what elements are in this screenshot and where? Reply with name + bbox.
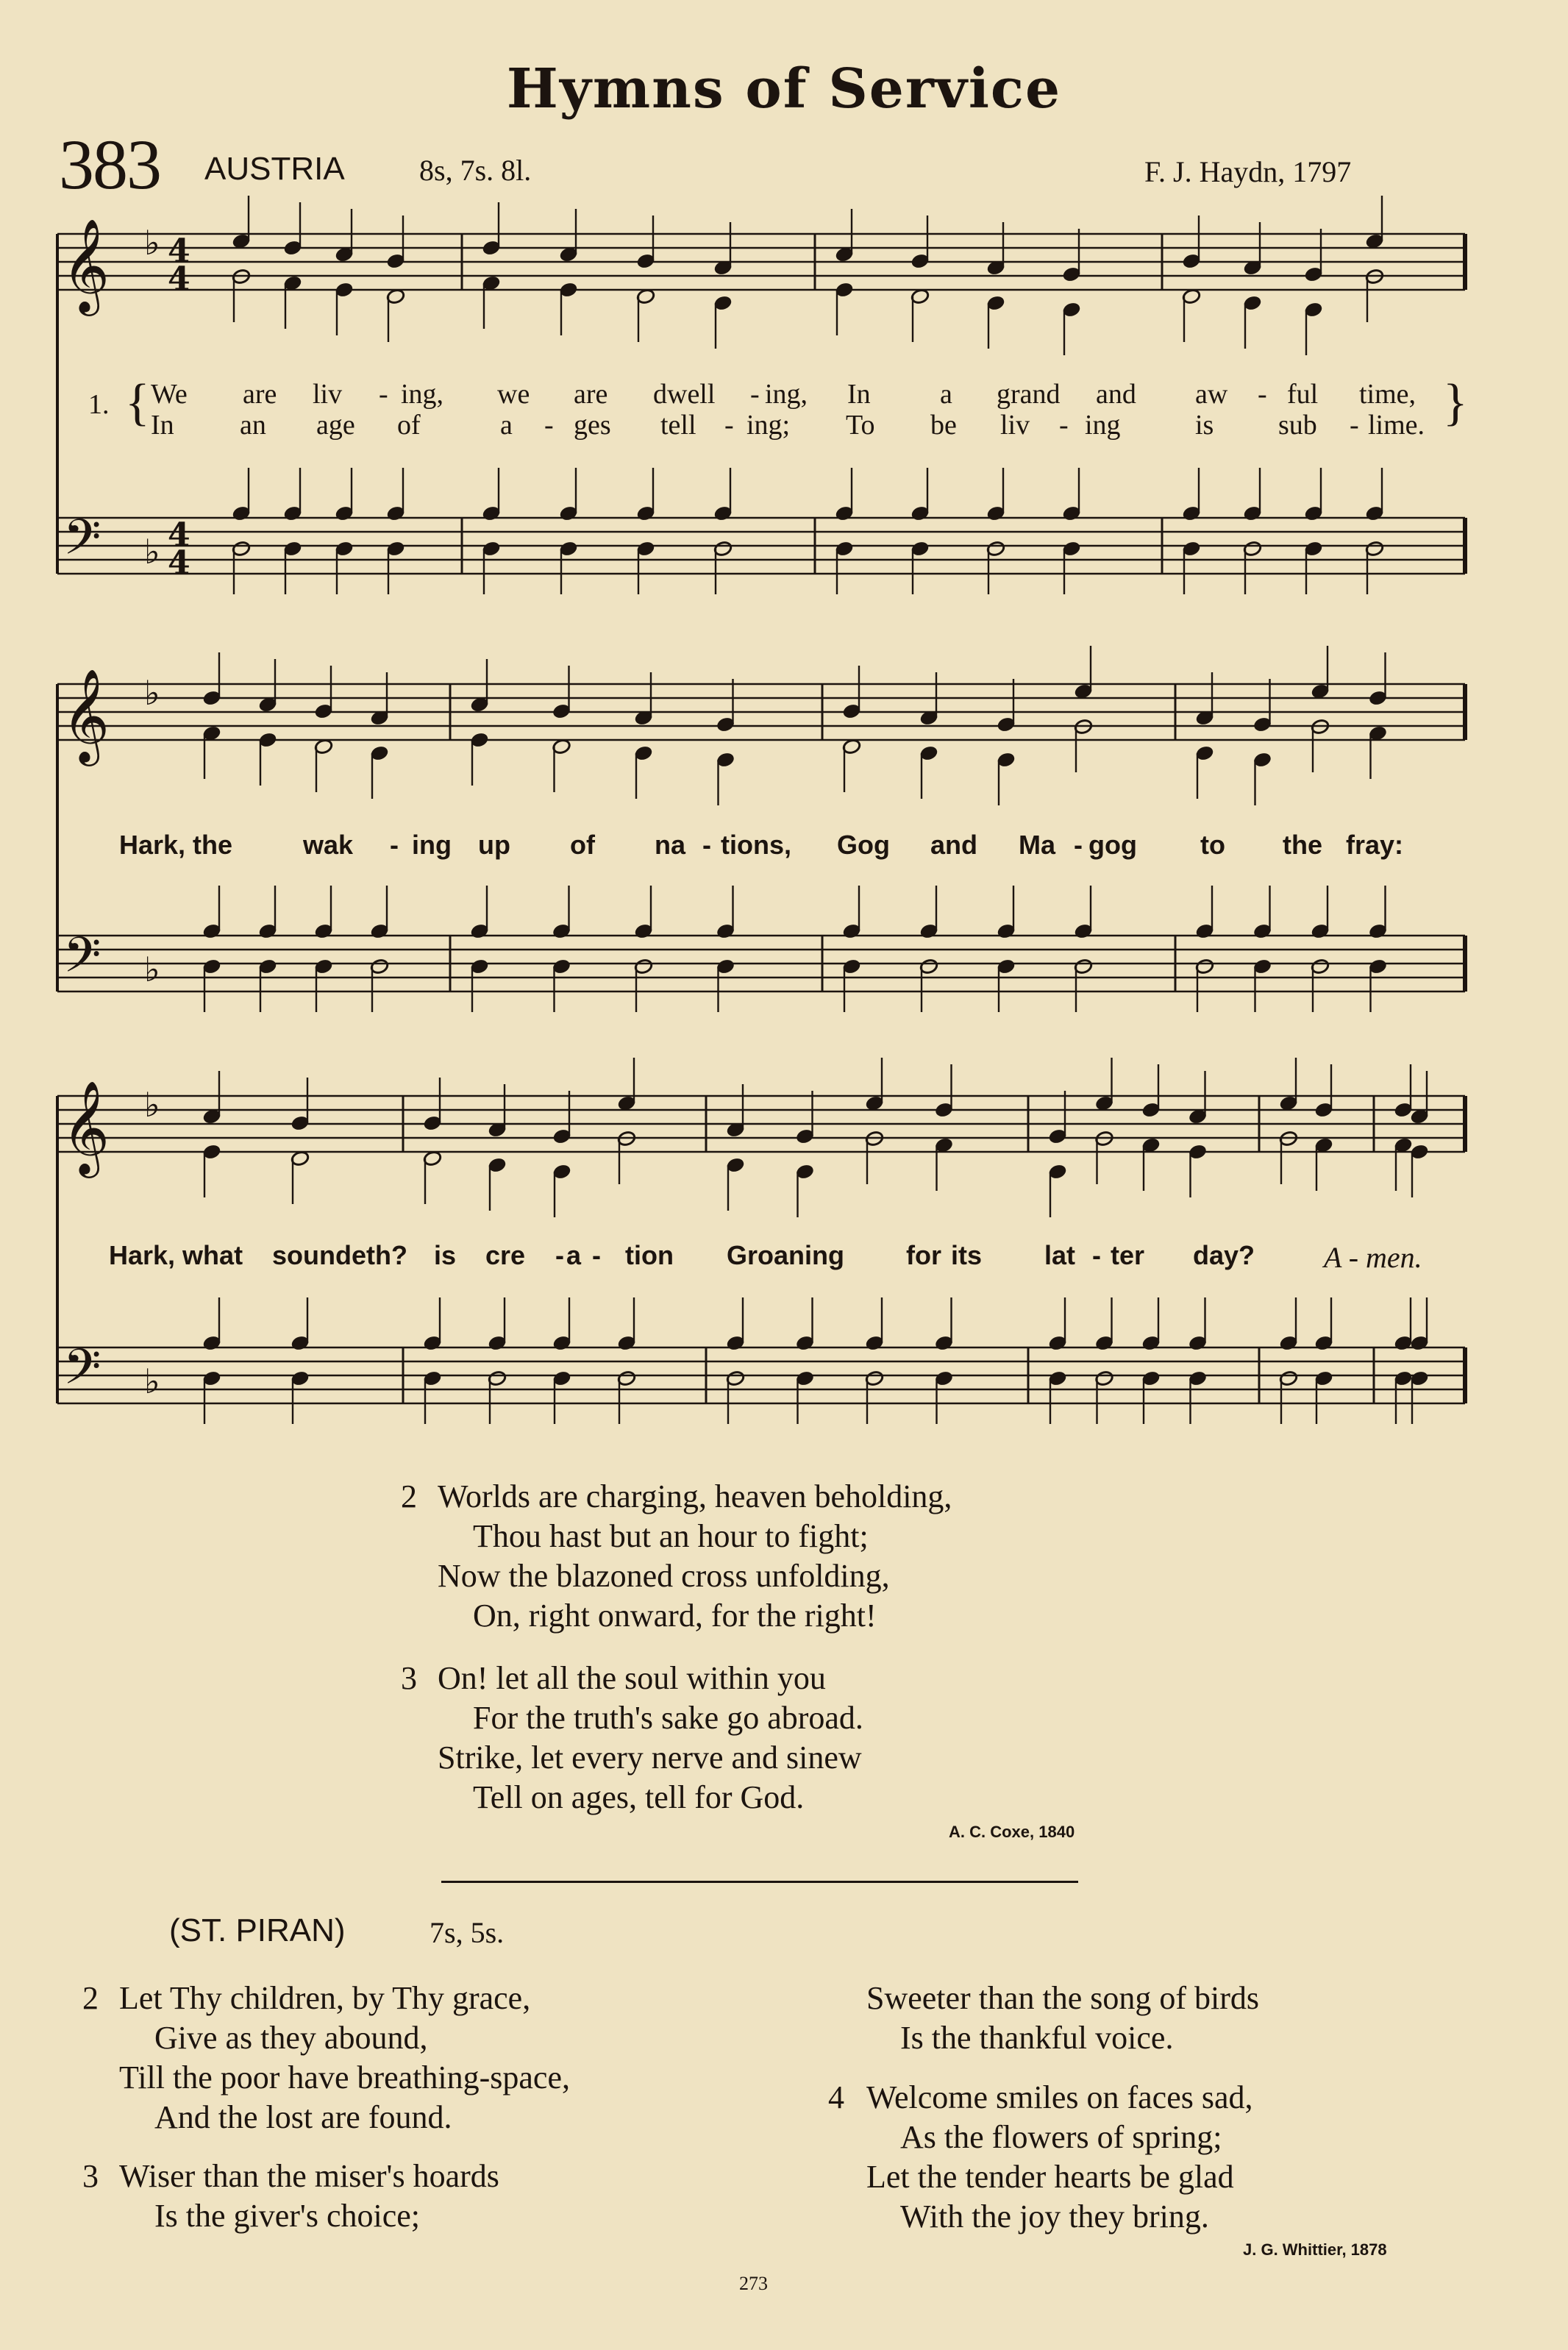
lyric-syllable: We xyxy=(151,379,188,410)
lyric-syllable: Hark, what xyxy=(109,1240,243,1270)
verse-number: 4 xyxy=(828,2079,844,2115)
lyric-syllable: tell xyxy=(660,410,696,441)
lyric-syllable: - xyxy=(1092,1240,1101,1270)
lyric-syllable: ges xyxy=(574,410,611,441)
lyric-syllable: - xyxy=(724,410,734,441)
lyric-syllable: ing; xyxy=(746,410,791,441)
verse-line: Strike, let every nerve and sinew xyxy=(438,1740,862,1776)
verse-line: On, right onward, for the right! xyxy=(473,1598,877,1634)
lyric-syllable: and xyxy=(1096,379,1136,410)
lyric-syllable: In xyxy=(151,410,174,441)
lyric-syllable: gog xyxy=(1088,830,1137,860)
lyric-syllable: is xyxy=(1195,410,1214,441)
second-tune-meter: 7s, 5s. xyxy=(430,1916,505,1949)
lyric-syllable: - xyxy=(390,830,399,860)
lyric-syllable: are xyxy=(243,379,277,410)
flat-icon: ♭ xyxy=(144,532,160,572)
verse-line: Worlds are charging, heaven beholding, xyxy=(438,1478,952,1514)
time-signature: 4 xyxy=(168,516,190,554)
verse-line: Tell on ages, tell for God. xyxy=(473,1779,805,1815)
lyric-syllable: the xyxy=(1283,830,1322,860)
verse-number: 3 xyxy=(82,2158,99,2194)
lyric-syllable: we xyxy=(497,379,530,410)
lyric-syllable: a xyxy=(500,410,513,441)
lyric-syllable: To xyxy=(846,410,875,441)
lyric-syllable: lime. xyxy=(1368,410,1425,441)
verse-line: For the truth's sake go abroad. xyxy=(473,1700,863,1736)
verse-line: Till the poor have breathing-space, xyxy=(119,2059,570,2096)
verse-number: 2 xyxy=(82,1980,99,2016)
lyric-syllable: Groaning xyxy=(727,1240,844,1270)
lyric-syllable: liv xyxy=(1000,410,1030,441)
verse-line: And the lost are found. xyxy=(154,2099,452,2135)
lyric-syllable: up xyxy=(478,830,510,860)
verse-line: Wiser than the miser's hoards xyxy=(119,2158,499,2194)
lyric-syllable: cre xyxy=(485,1240,526,1270)
lyric-syllable: - xyxy=(1350,410,1359,441)
page-number: 273 xyxy=(739,2273,768,2294)
lyric-brace-right: } xyxy=(1443,374,1468,431)
lyric-syllable: - xyxy=(544,410,554,441)
lyric-syllable: of xyxy=(397,410,421,441)
page-title: Hymns of Service xyxy=(506,57,1062,121)
lyric-syllable: - xyxy=(702,830,711,860)
verse-line: Is the thankful voice. xyxy=(900,2020,1174,2056)
verse-line: Sweeter than the song of birds xyxy=(866,1980,1259,2016)
verse-line: As the flowers of spring; xyxy=(900,2119,1222,2155)
lyric-syllable: ing xyxy=(412,830,452,860)
bass-clef-icon: 𝄢 xyxy=(63,1339,101,1407)
lyric-syllable: tions, xyxy=(721,830,791,860)
section-divider xyxy=(441,1881,1078,1883)
lyric-syllable: - xyxy=(1074,830,1083,860)
hymn-number: 383 xyxy=(59,125,160,204)
bass-clef-icon: 𝄢 xyxy=(63,927,101,995)
lyric-syllable: - xyxy=(750,379,760,410)
flat-icon: ♭ xyxy=(144,950,160,989)
verse-line: Now the blazoned cross unfolding, xyxy=(438,1558,890,1594)
verse-number: 1. xyxy=(88,389,110,420)
author-credit: A. C. Coxe, 1840 xyxy=(949,1823,1075,1841)
lyric-syllable: be xyxy=(930,410,957,441)
verse-number: 2 xyxy=(401,1478,417,1514)
lyric-syllable: - xyxy=(1258,379,1267,410)
lyric-syllable: na xyxy=(655,830,686,860)
lyric-syllable: wak xyxy=(303,830,354,860)
lyric-syllable: fray: xyxy=(1346,830,1404,860)
flat-icon: ♭ xyxy=(144,223,160,263)
lyric-syllable: ful xyxy=(1287,379,1319,410)
lyric-syllable: - xyxy=(379,379,388,410)
lyric-syllable: an xyxy=(240,410,266,441)
lyric-syllable: ing, xyxy=(765,379,808,410)
verse-number: 3 xyxy=(401,1660,417,1696)
time-signature: 4 xyxy=(168,260,190,298)
lyric-syllable: grand xyxy=(997,379,1061,410)
lyric-syllable: Hark, the xyxy=(119,830,233,860)
meter: 8s, 7s. 8l. xyxy=(419,154,532,187)
lyric-syllable: liv xyxy=(313,379,343,410)
lyric-syllable: - xyxy=(1059,410,1069,441)
lyric-syllable: day? xyxy=(1193,1240,1255,1270)
lyric-syllable: sub xyxy=(1278,410,1317,441)
verse-line: Let the tender hearts be glad xyxy=(866,2159,1234,2195)
lyric-syllable: soundeth? xyxy=(272,1240,407,1270)
flat-icon: ♭ xyxy=(144,1361,160,1401)
lyric-syllable: ing, xyxy=(401,379,444,410)
lyric-syllable: dwell xyxy=(653,379,716,410)
lyric-syllable: time, xyxy=(1359,379,1416,410)
lyric-syllable: of xyxy=(570,830,595,860)
lyric-syllable: ing xyxy=(1085,410,1121,441)
lyric-syllable: lat xyxy=(1044,1240,1076,1270)
treble-clef-icon: 𝄞 xyxy=(62,1080,110,1174)
treble-clef-icon: 𝄞 xyxy=(62,668,110,762)
lyric-syllable: a xyxy=(566,1240,582,1270)
lyric-syllable: to xyxy=(1200,830,1225,860)
bass-clef-icon: 𝄢 xyxy=(63,509,101,577)
time-signature: 4 xyxy=(168,544,190,582)
second-tune-name: (ST. PIRAN) xyxy=(169,1912,346,1948)
lyric-syllable: and xyxy=(930,830,978,860)
verse-line: With the joy they bring. xyxy=(900,2198,1209,2235)
treble-clef-icon: 𝄞 xyxy=(62,218,110,312)
time-signature: 4 xyxy=(168,232,190,270)
lyric-syllable: tion xyxy=(625,1240,674,1270)
amen-text: A - men. xyxy=(1324,1241,1422,1274)
lyric-syllable: is xyxy=(434,1240,457,1270)
lyric-syllable: aw xyxy=(1195,379,1228,410)
lyric-syllable: are xyxy=(574,379,608,410)
lyric-brace-left: { xyxy=(125,374,150,431)
second-author-credit: J. G. Whittier, 1878 xyxy=(1243,2240,1387,2259)
tune-name: AUSTRIA xyxy=(204,151,345,187)
lyric-syllable: its xyxy=(951,1240,983,1270)
lyric-syllable: a xyxy=(940,379,952,410)
lyric-syllable: ter xyxy=(1111,1240,1145,1270)
verse-line: Welcome smiles on faces sad, xyxy=(866,2079,1253,2115)
composer: F. J. Haydn, 1797 xyxy=(1144,155,1352,188)
verse-line: On! let all the soul within you xyxy=(438,1660,826,1696)
lyric-syllable: age xyxy=(316,410,355,441)
verse-line: Thou hast but an hour to fight; xyxy=(473,1518,869,1554)
flat-icon: ♭ xyxy=(144,673,160,713)
verse-line: Is the giver's choice; xyxy=(154,2198,421,2234)
lyric-syllable: In xyxy=(847,379,871,410)
lyric-syllable: Ma xyxy=(1019,830,1056,860)
lyric-syllable: - xyxy=(592,1240,601,1270)
verse-line: Give as they abound, xyxy=(154,2020,428,2056)
lyric-syllable: Gog xyxy=(837,830,890,860)
lyric-syllable: for xyxy=(906,1240,941,1270)
lyric-syllable: - xyxy=(555,1240,564,1270)
flat-icon: ♭ xyxy=(144,1085,160,1125)
verse-line: Let Thy children, by Thy grace, xyxy=(119,1980,531,2016)
